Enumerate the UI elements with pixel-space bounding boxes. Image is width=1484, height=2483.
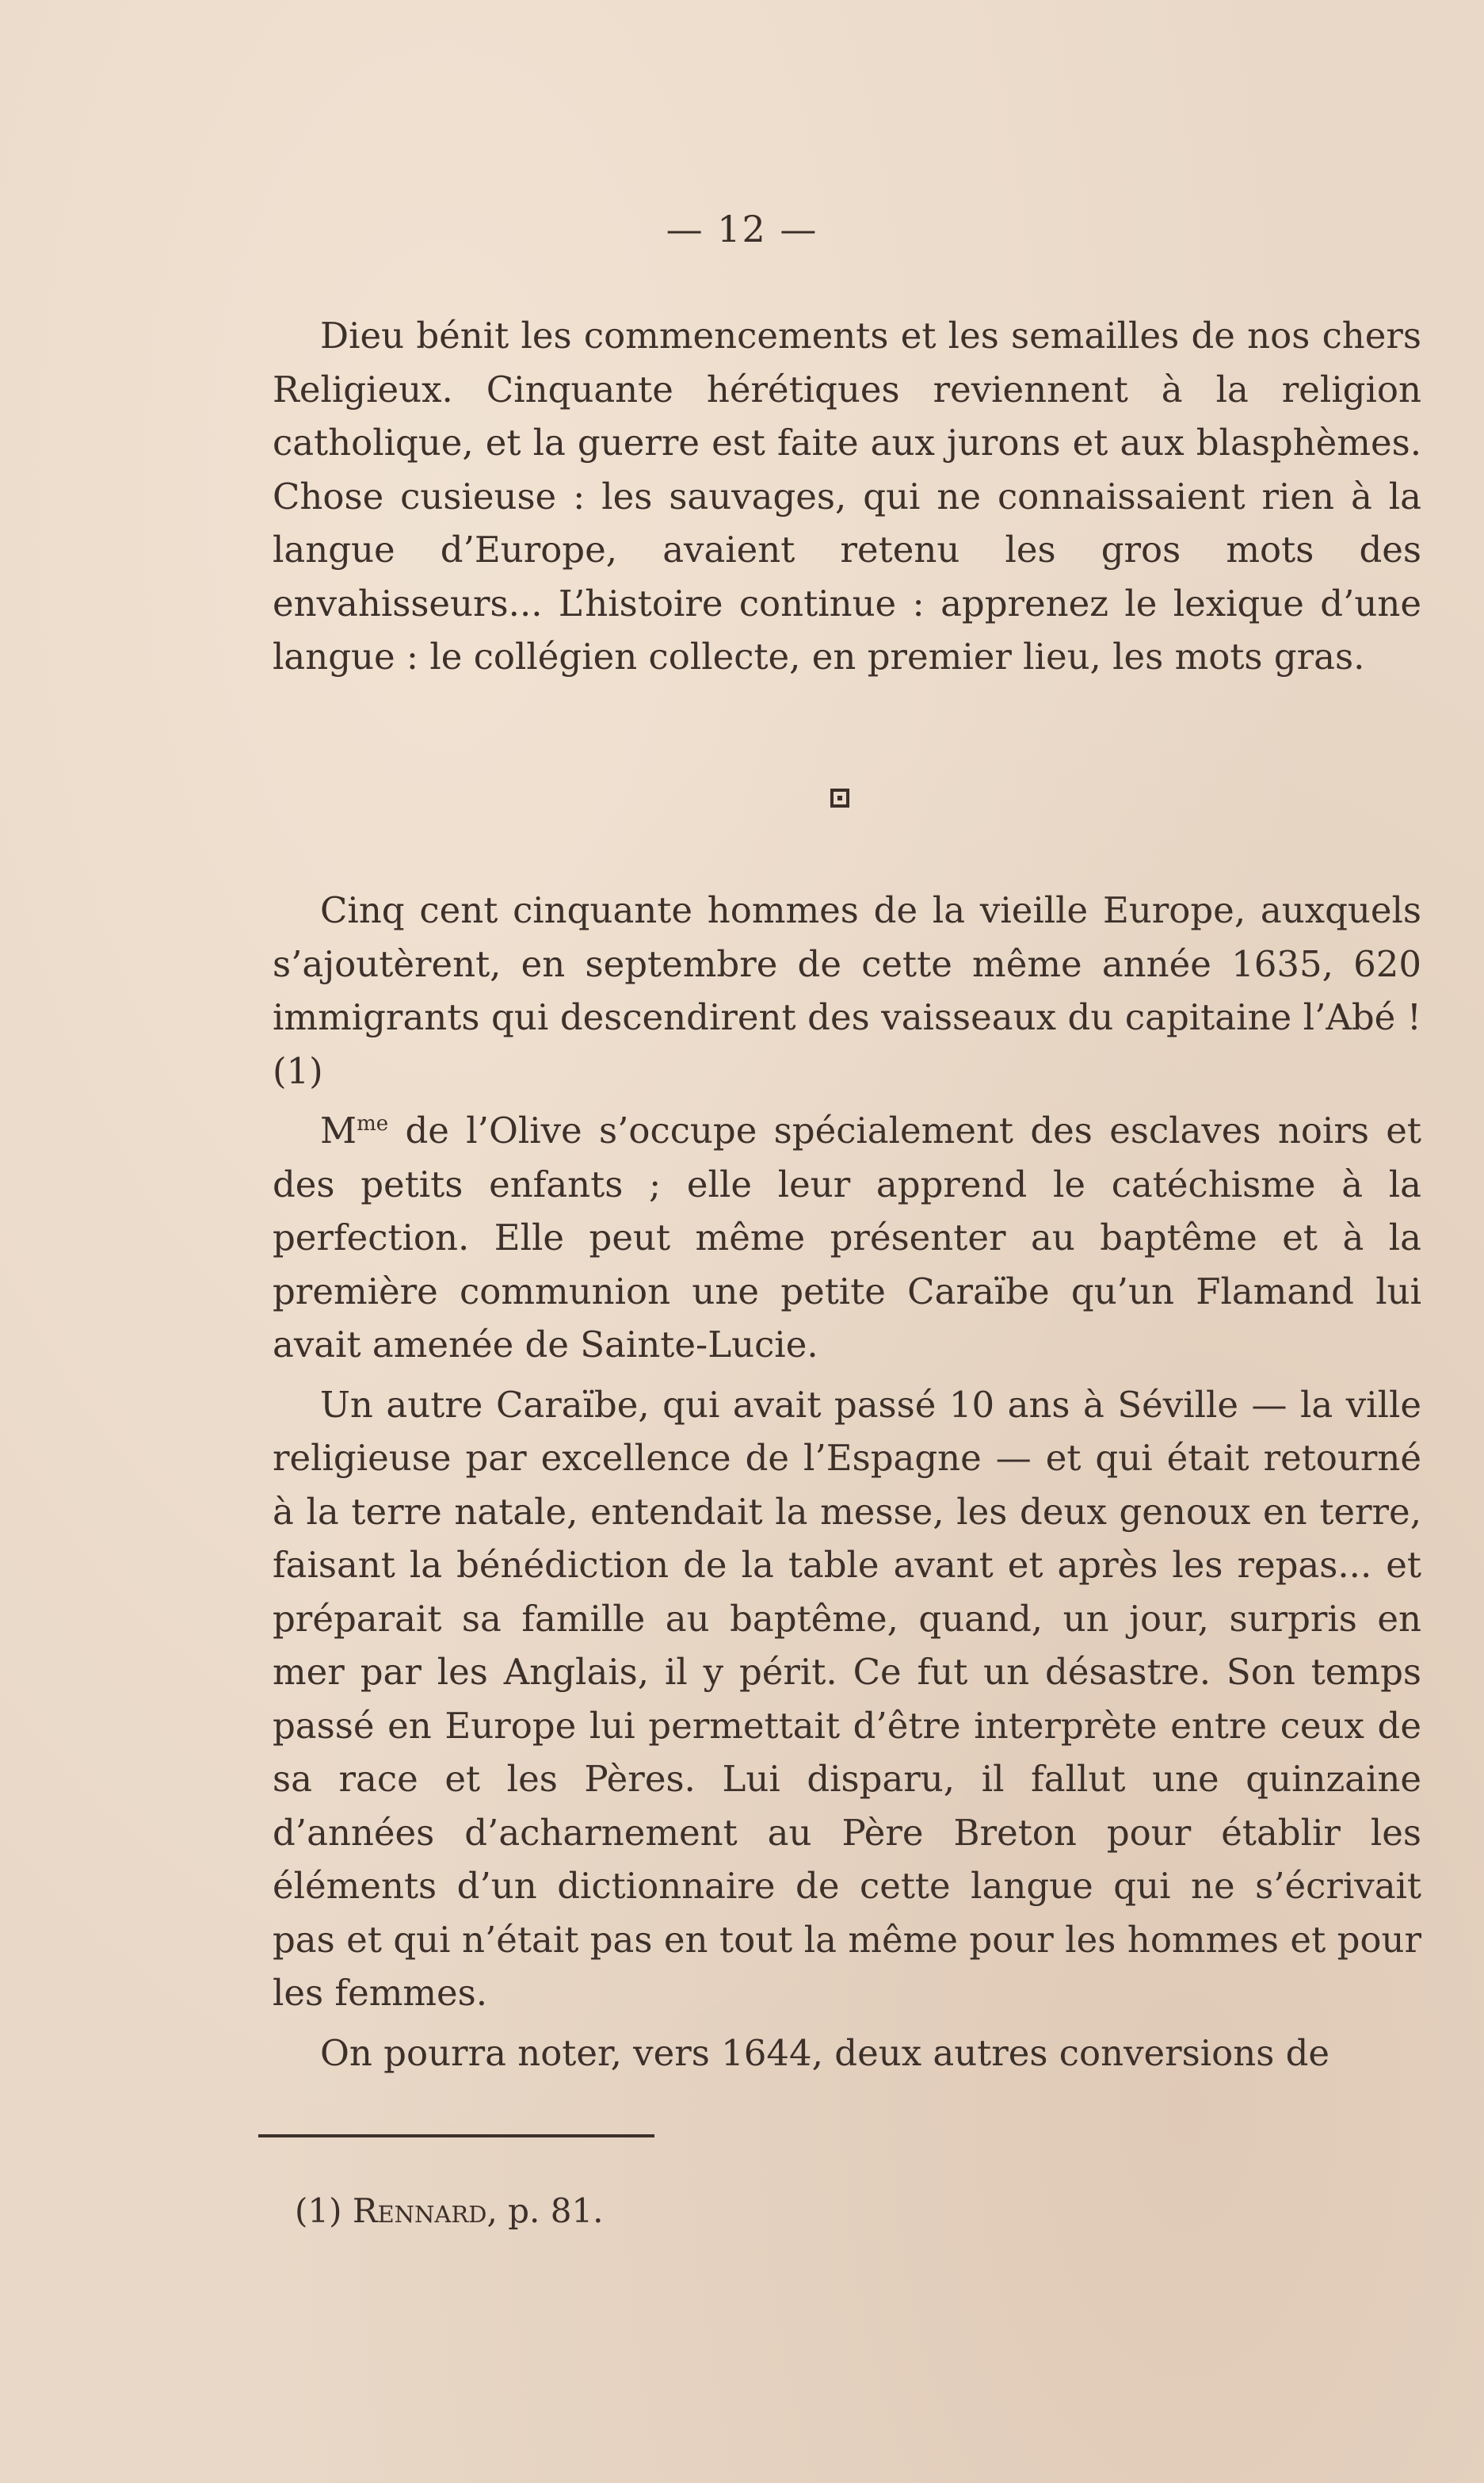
paragraph: On pourra noter, vers 1644, deux autres conversions de — [320, 2031, 1330, 2074]
paragraph: Dieu bénit les commencements et les semailles de nos chers Religieux. Cinquante hérétiques reviennent à la religion catholique, et la guerre est faite aux jurons et aux blasphèmes. Chose cusieuse : les sauvages, qui ne connaissaient rien à la langue d’Europe, avaient retenu les gros mots des envahisseurs... L’histoire continue : apprenez le lexique d’une langue : le collégien collecte, en premier lieu, les mots gras. — [273, 315, 1421, 678]
paragraph-text: de l’Olive s’occupe spécialement des esclaves noirs et des petits enfants ; elle leur apprend le catéchisme à la perfection. Elle peut même présenter au baptême et à la première communion une petite Caraïbe qu’un Flamand lui avait amenée de Sainte-Lucie. — [273, 1110, 1421, 1366]
paragraph — [273, 1104, 1421, 1372]
section-separator-ornament — [830, 789, 849, 808]
footnote — [295, 2191, 604, 2230]
honorific: $M^{me}$ — [320, 1110, 389, 1152]
footnote-reference: , p. 81. — [486, 2191, 604, 2230]
text-block-main — [273, 884, 1421, 2080]
footnote-author: Rennard — [352, 2191, 487, 2230]
text-block-top — [273, 309, 1421, 684]
footnote-divider — [258, 2134, 654, 2137]
footnote-marker: (1) — [295, 2191, 342, 2230]
paragraph: Cinq cent cinquante hommes de la vieille Europe, auxquels s’ajoutèrent, en septembre de cette même année 1635, 620 immigrants qui descendirent des vaisseaux du capitaine l’Abé ! (1) — [273, 889, 1421, 1092]
page-number: — 12 — — [666, 208, 818, 250]
paragraph: Un autre Caraïbe, qui avait passé 10 ans à Séville — la ville religieuse par excellence de l’Espagne — et qui était retourné à la terre natale, entendait la messe, les deux genoux en terre, faisant la bénédiction de la table avant et après les repas... et préparait sa famille au baptême, quand, un jour, surpris en mer par les Anglais, il y périt. Ce fut un désastre. Son temps passé en Europe lui permettait d’être interprète entre ceux de sa race et les Pères. Lui disparu, il fallut une quinzaine d’années d’acharnement au Père Breton pour établir les éléments d’un dictionnaire de cette langue qui ne s’écrivait pas et qui n’était pas en tout la même pour les hommes et pour les femmes. — [273, 1383, 1421, 2014]
